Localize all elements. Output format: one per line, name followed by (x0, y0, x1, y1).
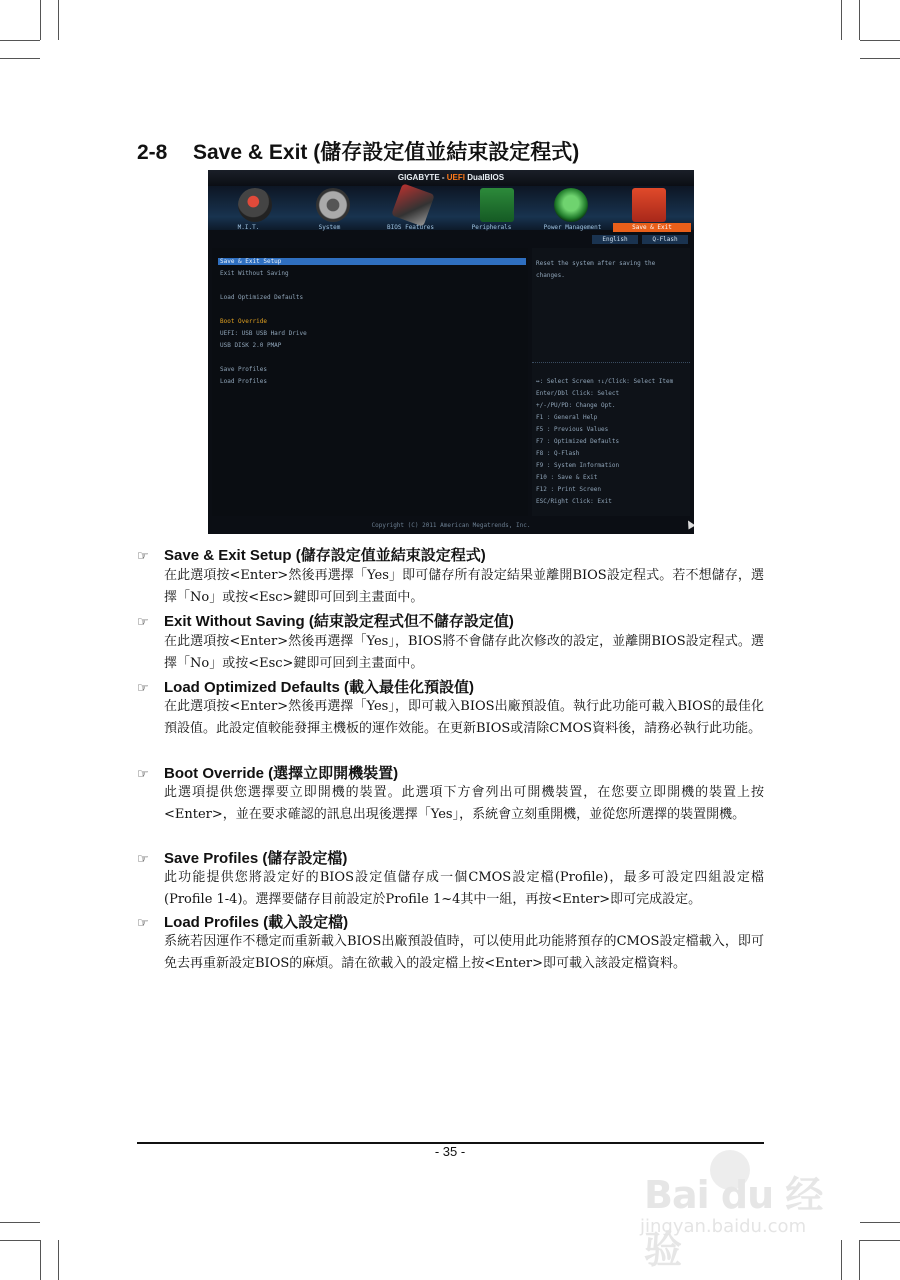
section-body: 此功能提供您將設定好的BIOS設定值儲存成一個CMOS設定檔(Profile)，最多可設定四組設定檔(Profile 1-4)。選擇要儲存目前設定於Profile 1~4其中一組，再按<Enter>即可完成設定。 (164, 870, 764, 907)
section-heading (137, 544, 486, 565)
pointing-hand-icon: ☞ (137, 766, 149, 781)
help-text: Reset the system after saving the changes. (536, 260, 656, 279)
qflash-button[interactable]: Q-Flash (642, 235, 688, 244)
bios-copyright: Copyright (C) 2011 American Megatrends, Inc. (371, 522, 531, 529)
key-hint: F12 : Print Screen (536, 486, 602, 493)
chip-icon[interactable] (391, 183, 435, 227)
key-hint: F7 : Optimized Defaults (536, 438, 620, 445)
section-body: 在此選項按<Enter>然後再選擇「Yes」即可儲存所有設定結果並離開BIOS設定程式。若不想儲存，選擇「No」或按<Esc>鍵即可回到主畫面中。 (164, 568, 764, 605)
page-heading (137, 136, 579, 166)
section-body: 在此選項按<Enter>然後再選擇「Yes」，BIOS將不會儲存此次修改的設定，並離開BIOS設定程式。選擇「No」或按<Esc>鍵即可回到主畫面中。 (164, 634, 764, 671)
menu-load-profiles[interactable]: Load Profiles (220, 378, 267, 385)
pointing-hand-icon: ☞ (137, 614, 149, 629)
crop-mark (859, 0, 860, 40)
gears-icon[interactable] (316, 188, 350, 222)
pointing-hand-icon: ☞ (137, 915, 149, 930)
bios-menu-panel (212, 248, 528, 516)
crop-mark (40, 0, 41, 40)
bios-title-bar (208, 170, 694, 186)
section-heading (137, 610, 514, 631)
crop-mark (841, 0, 842, 40)
section-heading (137, 911, 348, 932)
tab-system[interactable]: System (318, 224, 341, 231)
peripheral-icon[interactable] (480, 188, 514, 222)
key-hint: F1 : General Help (536, 414, 598, 421)
crop-mark (860, 1222, 900, 1223)
divider (532, 362, 690, 363)
key-hint: ↔: Select Screen ↑↓/Click: Select Item (536, 378, 674, 385)
section-heading (137, 676, 474, 697)
key-hint: F9 : System Information (536, 462, 620, 469)
menu-boot-override-header: Boot Override (220, 318, 267, 325)
crop-mark (58, 0, 59, 40)
bios-brand-accent: UEFI (446, 173, 465, 182)
bios-brand: GIGABYTE - (397, 173, 447, 182)
watermark (636, 1150, 856, 1272)
section-heading (137, 762, 398, 783)
crop-mark (0, 58, 40, 59)
crop-mark (40, 1240, 41, 1280)
tab-peripherals[interactable]: Peripherals (471, 224, 512, 231)
bios-brand-suffix: DualBIOS (465, 173, 505, 182)
language-button[interactable]: English (592, 235, 638, 244)
section-title: Save & Exit (儲存設定值並結束設定程式) (193, 141, 580, 164)
crop-mark (860, 40, 900, 41)
bios-tabs (208, 223, 694, 232)
section-heading (137, 847, 347, 868)
section-heading-text: Save & Exit Setup (儲存設定值並結束設定程式) (164, 547, 486, 564)
section-number: 2-8 (137, 141, 168, 164)
crop-mark (0, 40, 40, 41)
menu-boot-device[interactable]: UEFI: USB USB Hard Drive (220, 330, 307, 337)
crop-mark (58, 1240, 59, 1280)
power-icon[interactable] (554, 188, 588, 222)
key-hint: ESC/Right Click: Exit (536, 498, 612, 505)
menu-save-exit-setup[interactable]: Save & Exit Setup (218, 258, 526, 265)
section-heading-text: Load Optimized Defaults (載入最佳化預設值) (164, 679, 475, 696)
menu-boot-device[interactable]: USB DISK 2.0 PMAP (220, 342, 282, 349)
menu-save-profiles[interactable]: Save Profiles (220, 366, 267, 373)
menu-exit-without-saving[interactable]: Exit Without Saving (220, 270, 289, 277)
section-body: 在此選項按<Enter>然後再選擇「Yes」，即可載入BIOS出廠預設值。執行此功能可載入BIOS的最佳化預設值。此設定值較能發揮主機板的運作效能。在更新BIOS或清除CMOS資料後，請務必執行此功能。 (164, 699, 764, 736)
tab-save-exit[interactable]: Save & Exit (613, 223, 691, 232)
key-hint: +/-/PU/PD: Change Opt. (536, 402, 616, 409)
section-heading-text: Save Profiles (儲存設定檔) (164, 850, 348, 867)
section-body: 此選項提供您選擇要立即開機的裝置。此選項下方會列出可開機裝置，在您要立即開機的裝置上按<Enter>，並在要求確認的訊息出現後選擇「Yes」，系統會立刻重開機，並從您所選擇的裝置開機。 (164, 785, 764, 822)
key-hint: Enter/Dbl Click: Select (536, 390, 620, 397)
crop-mark (860, 1240, 900, 1241)
crop-mark (859, 1240, 860, 1280)
bios-help-panel (532, 248, 690, 516)
watermark-logo: Bai du 经验 (644, 1173, 823, 1272)
tab-bios-features[interactable]: BIOS Features (387, 224, 434, 231)
page-number: - 35 - (434, 1144, 466, 1159)
tab-mit[interactable]: M.I.T. (237, 224, 260, 231)
pointing-hand-icon: ☞ (137, 680, 149, 695)
crop-mark (860, 58, 900, 59)
key-hint: F8 : Q-Flash (536, 450, 580, 457)
section-heading-text: Exit Without Saving (結束設定程式但不儲存設定值) (164, 613, 514, 630)
bios-screenshot (208, 170, 694, 534)
tab-power-management[interactable]: Power Management (543, 224, 602, 231)
section-heading-text: Boot Override (選擇立即開機裝置) (164, 765, 399, 782)
crop-mark (0, 1240, 40, 1241)
pointing-hand-icon: ☞ (137, 548, 149, 563)
gauge-icon[interactable] (238, 188, 272, 222)
key-hint: F10 : Save & Exit (536, 474, 598, 481)
crop-mark (0, 1222, 40, 1223)
section-body: 系統若因運作不穩定而重新載入BIOS出廠預設值時，可以使用此功能將預存的CMOS設定檔載入，即可免去再重新設定BIOS的麻煩。請在欲載入的設定檔上按<Enter>即可載入該設定檔資料。 (164, 934, 764, 971)
watermark-url: jingyan.baidu.com (640, 1216, 807, 1237)
section-heading-text: Load Profiles (載入設定檔) (164, 914, 349, 931)
menu-load-optimized-defaults[interactable]: Load Optimized Defaults (220, 294, 304, 301)
pointing-hand-icon: ☞ (137, 851, 149, 866)
exit-door-icon[interactable] (632, 188, 666, 222)
key-hint: F5 : Previous Values (536, 426, 609, 433)
